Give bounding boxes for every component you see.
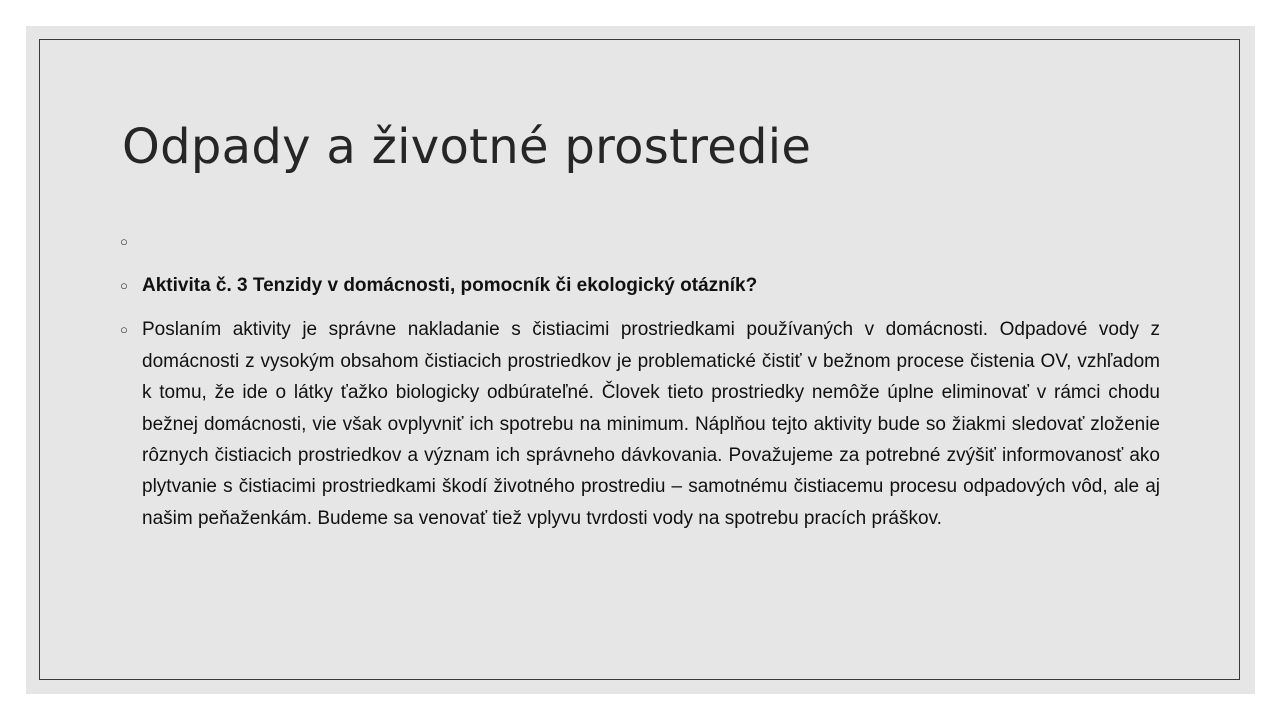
bullet-text-empty	[142, 226, 1160, 257]
hollow-circle-bullet-icon: ○	[120, 234, 128, 249]
bullet-list	[120, 226, 1160, 547]
bullet-item-activity-heading	[120, 270, 1160, 301]
slide-title: Odpady a životné prostredie	[122, 119, 812, 175]
bullet-item-empty	[120, 226, 1160, 257]
hollow-circle-bullet-icon: ○	[120, 278, 128, 293]
activity-heading: Aktivita č. 3 Tenzidy v domácnosti, pomocník či ekologický otázník?	[142, 275, 758, 296]
activity-description: Poslaním aktivity je správne nakladanie s čistiacimi prostriedkami používaných v domácnosti. Odpadové vody z domácnosti z vysokým obsahom čistiacich prostriedkov je problematické čistiť v bežnom procese čistenia OV, vzhľadom k tomu, že ide o látky ťažko biologicky odbúrateľné. Človek tieto prostriedky nemôže úplne eliminovať v rámci chodu bežnej domácnosti, vie však ovplyvniť ich spotrebu na minimum. Náplňou tejto aktivity bude so žiakmi sledovať zloženie rôznych čistiacich prostriedkov a význam ich správneho dávkovania. Považujeme za potrebné zvýšiť informovanosť ako plytvanie s čistiacimi prostriedkami škodí životného prostrediu – samotnému čistiacemu procesu odpadových vôd, ale aj našim peňaženkám. Budeme sa venovať tiež vplyvu tvrdosti vody na spotrebu pracích práškov.	[142, 319, 1160, 529]
hollow-circle-bullet-icon: ○	[120, 322, 128, 338]
bullet-item-activity-description	[120, 314, 1160, 534]
